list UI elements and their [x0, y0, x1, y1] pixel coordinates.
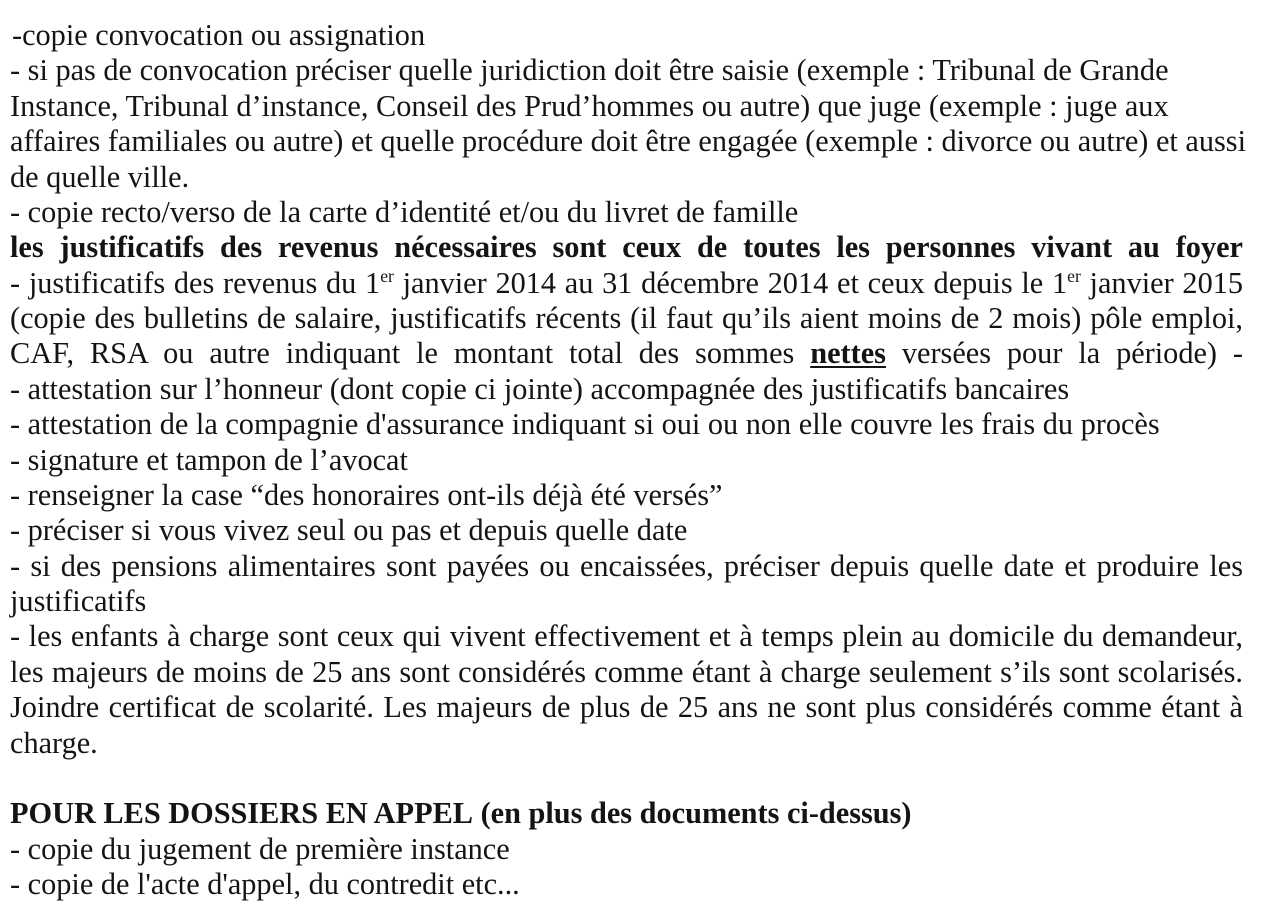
appel-item-jugement: - copie du jugement de première instance [10, 831, 510, 866]
blank-line [10, 761, 1243, 796]
line-pensions-alimentaires: - si des pensions alimentaires sont payées ou encaissées, préciser depuis quelle date et produire les [10, 548, 1243, 583]
line-certificat-scolarite: Joindre certificat de scolarité. Les majeurs de plus de 25 ans ne sont plus considérés comme étant à [10, 690, 1243, 725]
line-carte-identite: - copie recto/verso de la carte d’identité et/ou du livret de famille [10, 194, 799, 229]
emphasis-nettes: nettes [810, 336, 886, 371]
appel-heading: POUR LES DOSSIERS EN APPEL [10, 796, 473, 831]
appel-item-acte-appel: - copie de l'acte d'appel, du contredit etc... [10, 867, 520, 901]
line-quelle-ville: de quelle ville. [10, 159, 190, 194]
line-vivez-seul: - préciser si vous vivez seul ou pas et depuis quelle date [10, 513, 688, 548]
line-affaires-familiales: affaires familiales ou autre) et quelle procédure doit être engagée (exemple : divorce ou autre) et aussi [10, 124, 1246, 159]
line-instance: Instance, Tribunal d’instance, Conseil des Prud’hommes ou autre) que juge (exemple : juge aux [10, 88, 1169, 123]
line-caf-rsa [10, 336, 1243, 371]
text-segment: versées pour la période) - [885, 336, 1243, 371]
line-signature-avocat: - signature et tampon de l’avocat [10, 442, 408, 477]
appel-heading-line [10, 796, 1243, 831]
text-segment: janvier 2015 [1080, 265, 1244, 300]
appel-note: (en plus des documents ci-dessus) [480, 796, 912, 831]
line-attestation-honneur: - attestation sur l’honneur (dont copie ci jointe) accompagnée des justificatifs bancaires [10, 371, 1070, 406]
line-honoraires: - renseigner la case “des honoraires ont-ils déjà été versés” [10, 477, 723, 512]
superscript: er [380, 265, 394, 286]
line-juridiction: - si pas de convocation préciser quelle juridiction doit être saisie (exemple : Tribunal de Grande [10, 53, 1169, 88]
line-majeurs-moins-25: les majeurs de moins de 25 ans sont considérés comme étant à charge seulement s’ils sont scolarisés. [10, 654, 1243, 689]
line-justificatifs-revenus [10, 266, 1243, 301]
line-charge: charge. [10, 725, 98, 760]
line-justificatifs: justificatifs [10, 584, 147, 618]
text-segment: janvier 2014 au 31 décembre 2014 et ceux depuis le 1 [393, 265, 1068, 300]
line-bulletins-salaire: (copie des bulletins de salaire, justificatifs récents (il faut qu’ils aient moins de 2 mois) pôle emploi, [10, 301, 1243, 335]
superscript: er [1067, 265, 1081, 286]
revenus-heading: les justificatifs des revenus nécessaires sont ceux de toutes les personnes vivant au foyer [10, 230, 1243, 265]
line-copie-convocation: -copie convocation ou assignation [12, 18, 426, 52]
line-attestation-assurance: - attestation de la compagnie d'assurance indiquant si oui ou non elle couvre les frais du procès [10, 407, 1160, 442]
text-segment: - justificatifs des revenus du 1 [10, 265, 381, 300]
document-page [10, 18, 1246, 902]
text-segment: CAF, RSA ou autre indiquant le montant total des sommes [10, 336, 811, 371]
line-enfants-charge: - les enfants à charge sont ceux qui vivent effectivement et à temps plein au domicile du demandeur, [10, 619, 1243, 654]
